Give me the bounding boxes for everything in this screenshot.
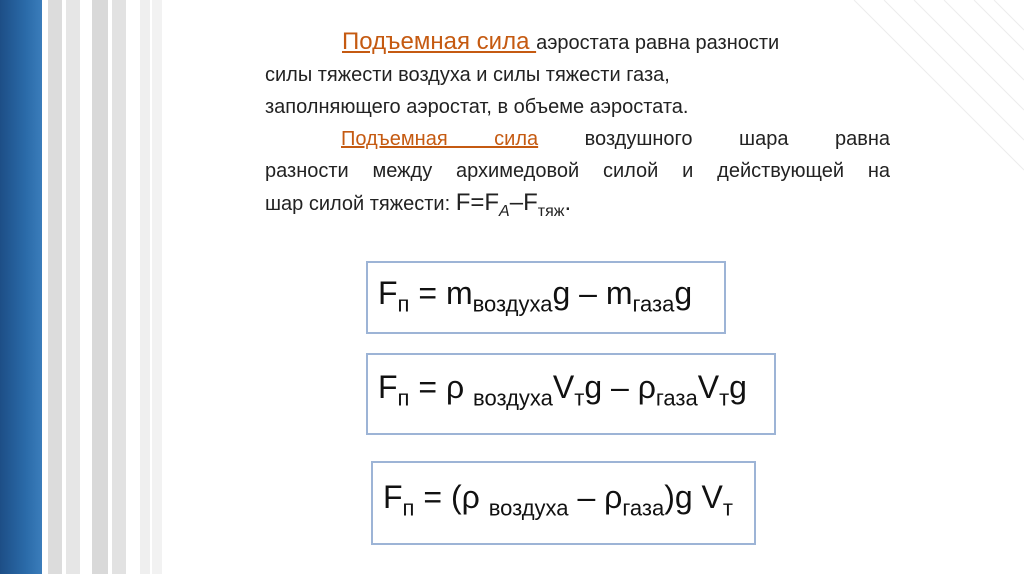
formula-sub: п: [397, 385, 410, 411]
paragraph-balloon: [265, 123, 890, 228]
formula-part: F: [378, 369, 398, 405]
decorative-stripe: [66, 0, 80, 574]
formula-box-density: [366, 353, 776, 435]
formula-part: )g V: [664, 479, 723, 515]
formula-part: g – m: [552, 275, 633, 311]
formula-sub: п: [397, 291, 410, 317]
formula-mass: [378, 275, 692, 317]
formula-sub: газа: [632, 291, 675, 317]
formula-sub: A: [499, 202, 510, 220]
formula-sub: тяж: [537, 202, 565, 220]
formula-sub: п: [402, 495, 415, 521]
formula-part: g: [674, 275, 693, 311]
term-lifting-force: Подъемная сила: [342, 28, 537, 55]
formula-factored: [383, 479, 733, 521]
formula-sub: т: [719, 385, 730, 411]
formula-part: F=F: [455, 189, 500, 216]
formula-density: [378, 369, 747, 411]
formula-part: F: [383, 479, 403, 515]
formula-sub: воздуха: [488, 495, 569, 521]
formula-sub: т: [574, 385, 585, 411]
formula-sub: т: [722, 495, 733, 521]
paragraph1-line2: силы тяжести воздуха и силы тяжести газа,: [265, 64, 670, 86]
decorative-stripe: [140, 0, 150, 574]
formula-part: g: [729, 369, 747, 405]
explanation-text: [265, 26, 890, 228]
formula-part: V: [552, 369, 575, 405]
formula-part: g – ρ: [584, 369, 656, 405]
paragraph2-line1: [265, 123, 890, 155]
decorative-blue-bar: [0, 0, 42, 574]
paragraph-aerostat: [265, 26, 890, 123]
formula-sub: газа: [655, 385, 698, 411]
paragraph2-line2: разности между архимедовой силой и действующей на: [265, 160, 890, 182]
formula-part: = m: [409, 275, 473, 311]
formula-part: = ρ: [409, 369, 474, 405]
formula-part: .: [564, 189, 572, 216]
decorative-stripe: [92, 0, 108, 574]
paragraph2-line3-text: шар силой тяжести:: [265, 193, 456, 215]
formula-part: – ρ: [568, 479, 623, 515]
formula-part: F: [378, 275, 398, 311]
paragraph1-line3: заполняющего аэростат, в объеме аэростата.: [265, 96, 689, 118]
inline-formula: [455, 189, 572, 220]
decorative-stripe: [112, 0, 126, 574]
decorative-stripe: [48, 0, 62, 574]
formula-sub: воздуха: [473, 385, 553, 411]
decorative-stripe: [152, 0, 162, 574]
formula-sub: газа: [622, 495, 665, 521]
paragraph2-text: воздушного шара равна: [538, 128, 891, 150]
term-lifting-force: Подъемная сила: [341, 128, 539, 150]
formula-part: –F: [509, 189, 538, 216]
formula-box-factored: [371, 461, 756, 545]
paragraph1-line1: [265, 26, 890, 59]
formula-sub: воздуха: [472, 291, 553, 317]
formula-part: = (ρ: [414, 479, 489, 515]
paragraph2-line3: [265, 187, 890, 228]
formula-box-mass: [366, 261, 726, 334]
paragraph1-text: аэростата равна разности: [536, 32, 780, 54]
formula-part: V: [697, 369, 720, 405]
